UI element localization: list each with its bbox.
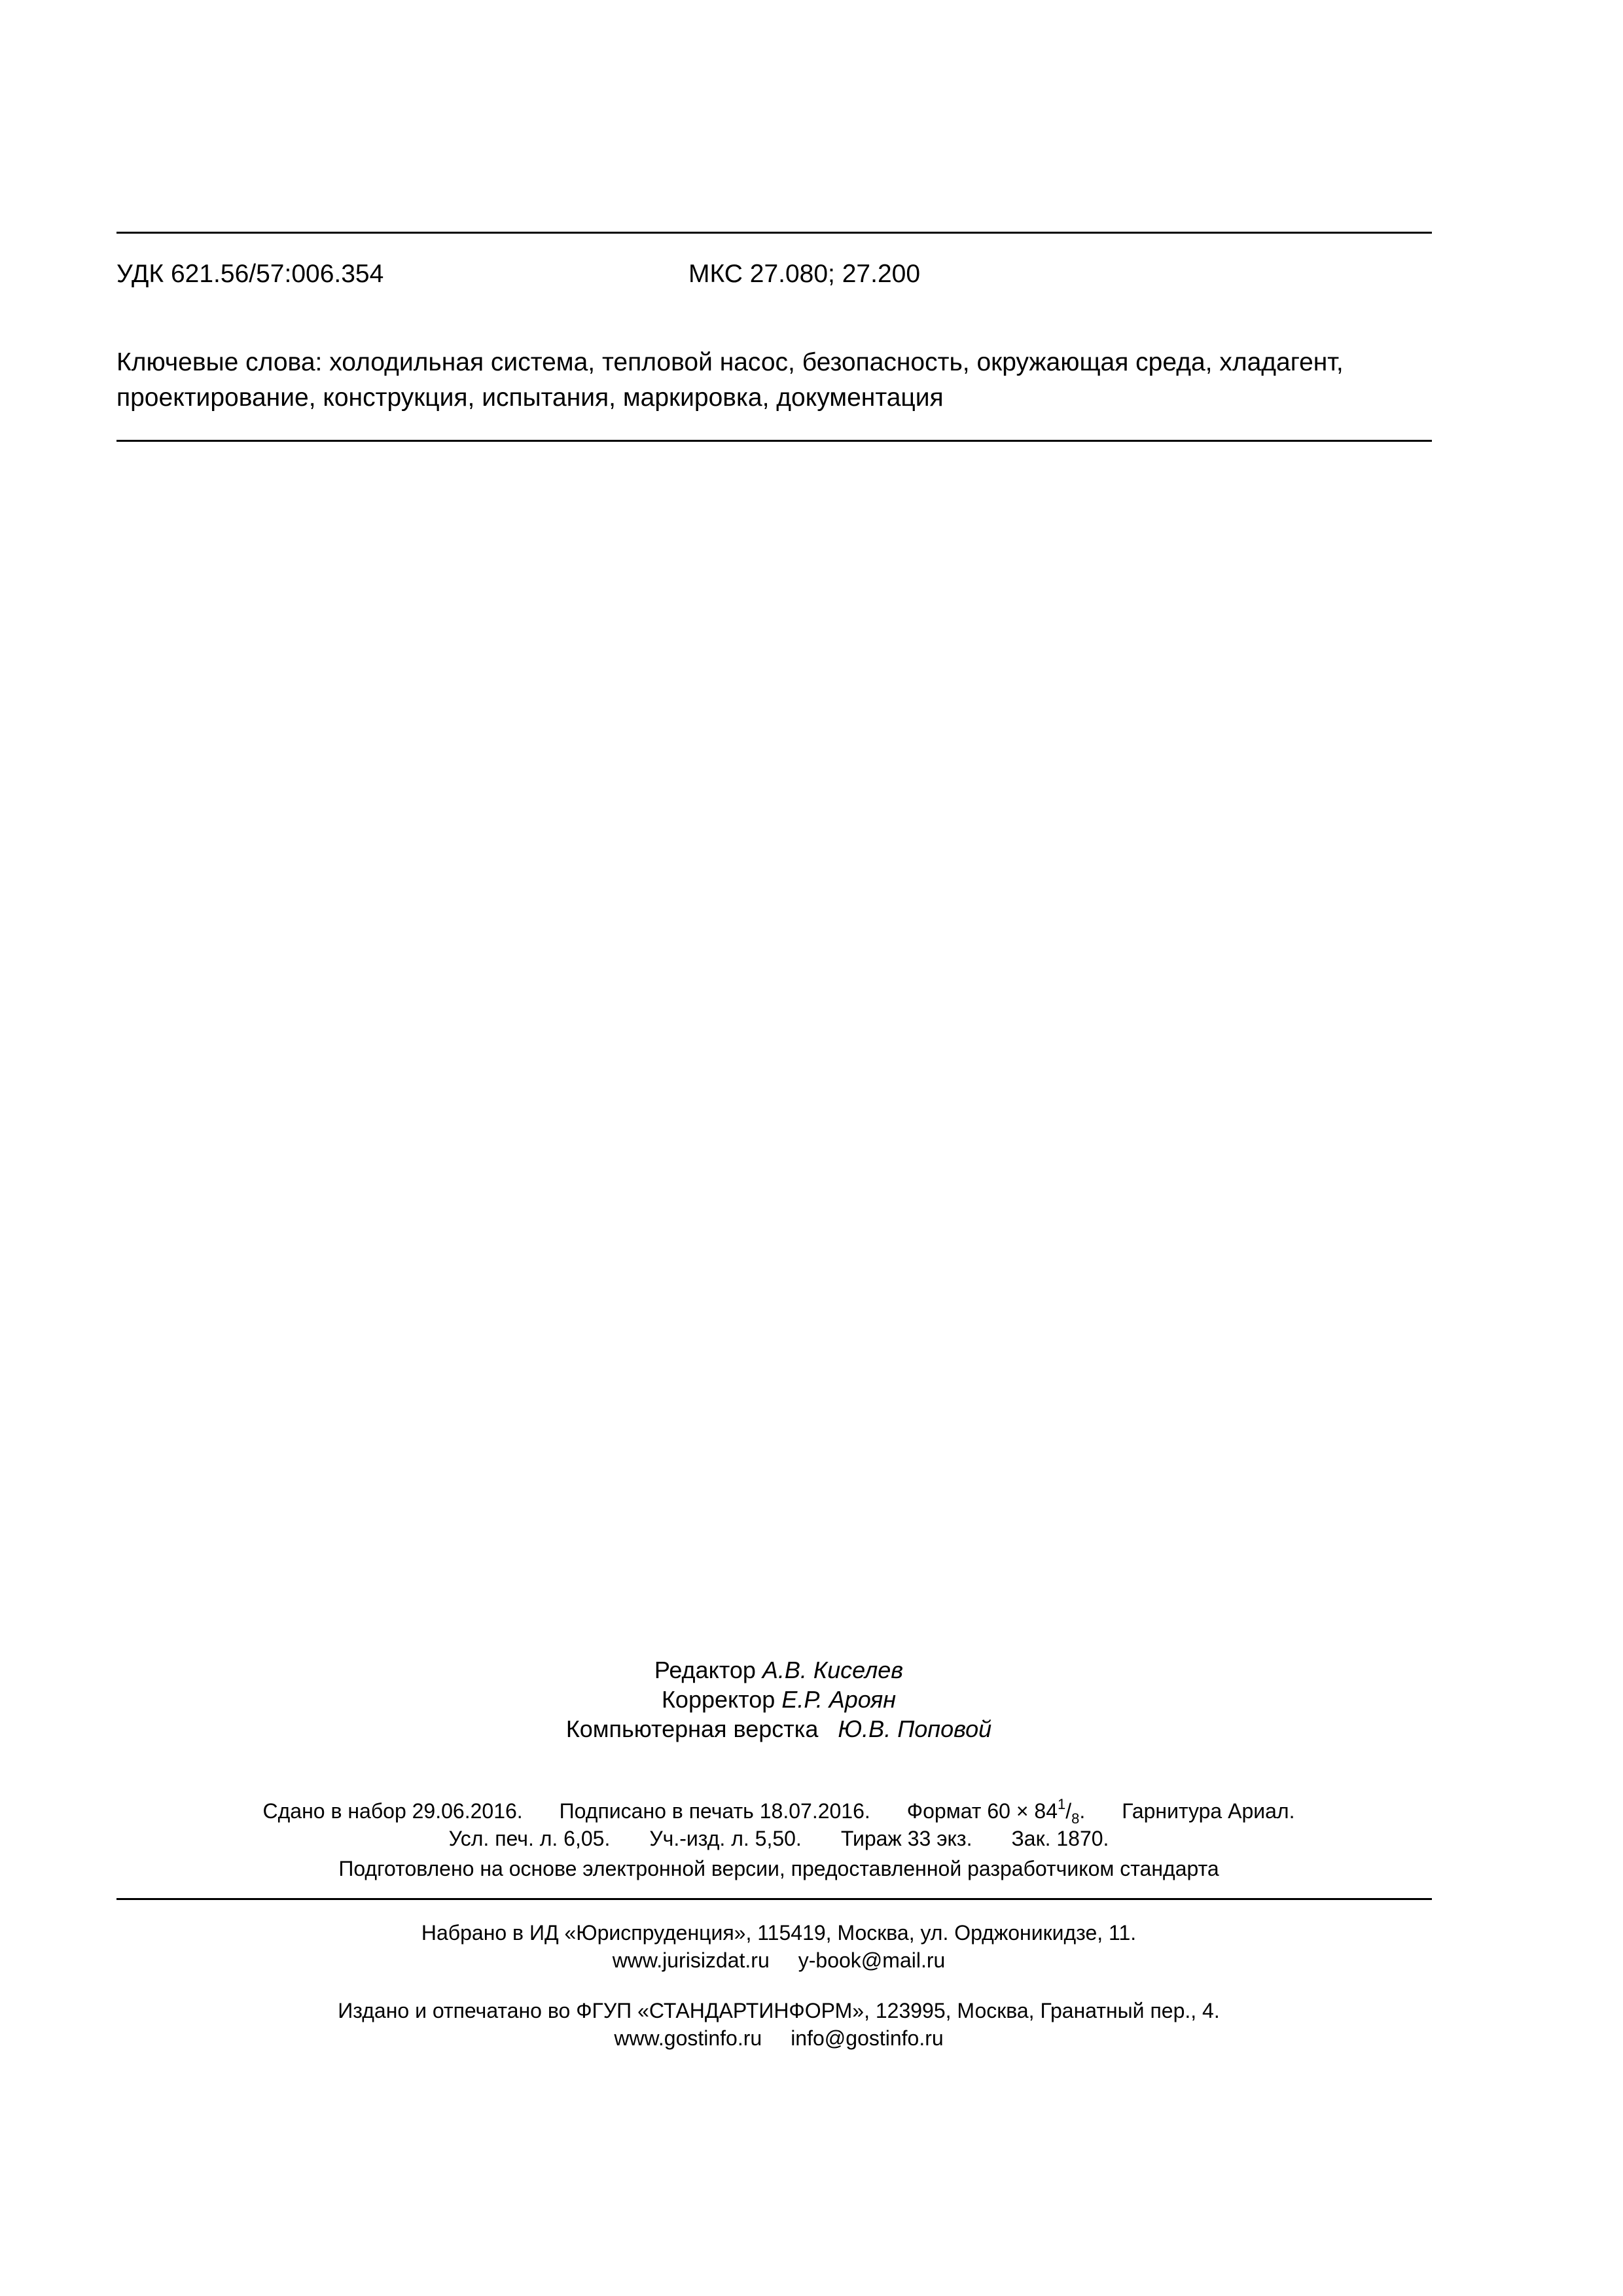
typesetter-email: y-book@mail.ru [798,1948,946,1972]
publisher-website: www.gostinfo.ru [614,2026,762,2050]
imprint-stats-line [0,1825,1558,1852]
signed-date: Подписано в печать 18.07.2016. [559,1799,870,1823]
order-number: Зак. 1870. [1011,1827,1109,1850]
corrector-credit [0,1685,1558,1714]
circulation: Тираж 33 экз. [840,1827,972,1850]
top-divider [116,232,1432,234]
source-note: Подготовлено на основе электронной версии, предоставленной разработчиком стандарта [338,1857,1219,1880]
keywords-label: Ключевые слова: [116,348,323,376]
typesetter-contacts [0,1947,1558,1973]
print-sheets: Усл. печ. л. 6,05. [448,1827,611,1850]
typeset-date: Сдано в набор 29.06.2016. [262,1799,523,1823]
layout-label: Компьютерная верстка [565,1715,819,1742]
publisher-contacts [0,2025,1558,2051]
typesetter-website: www.jurisizdat.ru [612,1948,770,1972]
editor-name: А.В. Киселев [762,1657,904,1683]
imprint-divider [116,1898,1432,1900]
typesetter-line: Набрано в ИД «Юриспруденция», 115419, Москва, ул. Орджоникидзе, 11. [421,1921,1137,1945]
editor-credit [0,1656,1558,1685]
keywords-text: холодильная система, тепловой насос, безопасность, окружающая среда, хладагент, проектирование, конструкция, испытания, маркировка, документация [116,348,1344,412]
editor-label: Редактор [654,1657,756,1683]
publisher-email: info@gostinfo.ru [791,2026,944,2050]
publisher-line: Издано и отпечатано во ФГУП «СТАНДАРТИНФОРМ», 123995, Москва, Гранатный пер., 4. [338,1999,1220,2022]
paper-format: Формат $60 \times 84^1/_8$. [906,1796,1086,1827]
corrector-label: Корректор [661,1686,776,1713]
publisher-sheets: Уч.-изд. л. 5,50. [649,1827,802,1850]
typeface: Гарнитура Ариал. [1122,1799,1295,1823]
ics-code: МКС 27.080; 27.200 [688,260,921,288]
layout-credit [0,1715,1558,1744]
udc-code: УДК 621.56/57:006.354 [116,260,384,288]
corrector-name: Е.Р. Ароян [781,1686,897,1713]
keywords-block [116,345,1438,416]
layout-name: Ю.В. Поповой [838,1715,992,1742]
keywords-divider [116,440,1432,442]
